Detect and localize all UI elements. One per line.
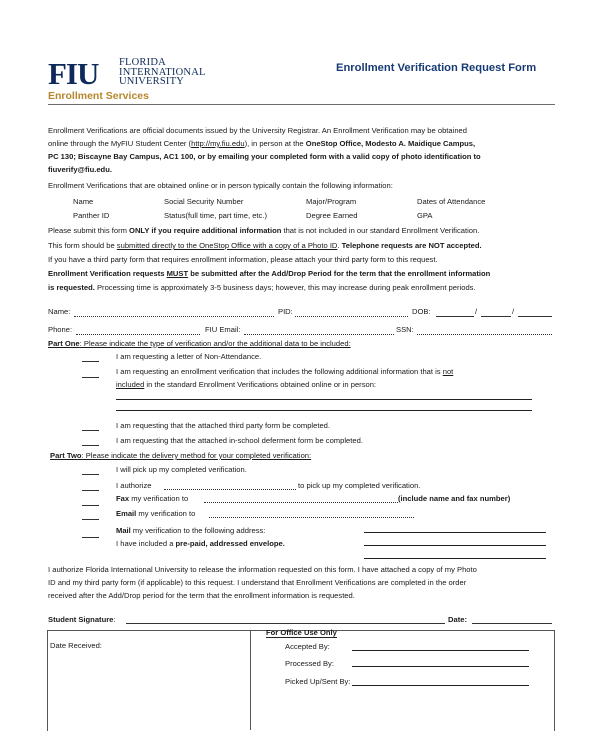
accepted-by-field[interactable] (352, 650, 529, 651)
name-label: Name: (48, 307, 71, 316)
form-title: Enrollment Verification Request Form (336, 62, 537, 74)
option-authorize: I authorize (116, 481, 152, 490)
info-item: Degree Earned (306, 211, 358, 220)
ssn-label: SSN: (396, 325, 414, 334)
note-emphasis: Enrollment Verification requests (48, 269, 167, 278)
option-emphasis: pre-paid, addressed envelope. (175, 539, 285, 548)
note-emphasis: Telephone requests are NOT accepted. (341, 241, 482, 250)
option-emphasis: included (116, 380, 145, 389)
option-text: I have included a (116, 539, 176, 548)
note-submit-directly (48, 241, 482, 250)
deferment-checkbox[interactable] (82, 445, 99, 446)
verify-email[interactable]: fiuverify@fiu.edu. (48, 165, 112, 174)
option-emphasis: Mail (116, 526, 131, 535)
picked-up-sent-by-label: Picked Up/Sent By: (285, 677, 351, 686)
mail-address-line-1[interactable] (364, 532, 546, 533)
office-heading-underline (266, 637, 337, 638)
info-item: GPA (417, 211, 433, 220)
part-one-instruction: : Please indicate the type of verification and/or the additional data to be included: (79, 339, 351, 348)
authorization-line-2: ID and my third party form (if applicable) to this request. I understand that Enrollment Verifications are completed in the order (48, 578, 467, 587)
note-processing (48, 283, 476, 292)
office-use-heading: For Office Use Only (266, 628, 337, 637)
note-text: that is not included in our standard Enrollment Verification. (281, 226, 480, 235)
note-emphasis: be submitted after the Add/Drop Period for the term that the enrollment information (188, 269, 491, 278)
info-item: Status(full time, part time, etc.) (164, 211, 267, 220)
note-text: . (337, 241, 342, 250)
part-one-title: Part One (48, 339, 80, 348)
pid-label: PID: (278, 307, 293, 316)
fiu-email-label: FIU Email: (205, 325, 241, 334)
pickup-checkbox[interactable] (82, 474, 99, 475)
dob-day-field[interactable] (481, 316, 511, 317)
header-divider (48, 104, 555, 105)
signature-label (48, 615, 116, 624)
option-fax (116, 494, 188, 503)
fax-field[interactable] (204, 502, 398, 503)
info-item: Name (73, 197, 94, 206)
intro-text: ), in person at the (244, 139, 306, 148)
pid-field[interactable] (295, 316, 408, 317)
part-two-instruction: : Please indicate the delivery method for your completed verification: (81, 451, 312, 460)
myfiu-link[interactable]: http://my.fiu.edu (191, 139, 245, 148)
university-name-line: INTERNATIONAL (119, 66, 206, 78)
note-add-drop (48, 269, 490, 278)
fax-note: (include name and fax number) (398, 494, 511, 503)
office-use-divider (250, 630, 251, 730)
third-party-checkbox[interactable] (82, 430, 99, 431)
mail-checkbox[interactable] (82, 537, 99, 538)
part-two-title: Part Two (50, 451, 82, 460)
processed-by-field[interactable] (352, 666, 529, 667)
mail-address-line-3[interactable] (364, 558, 546, 559)
note-text: Please submit this form (48, 226, 130, 235)
info-item: Major/Program (306, 197, 357, 206)
university-name-line: FLORIDA (119, 57, 166, 68)
option-text: my verification to (136, 509, 196, 518)
phone-field[interactable] (76, 334, 200, 335)
signature-label-text: Student Signature (48, 615, 114, 624)
phone-label: Phone: (48, 325, 73, 334)
mail-address-line-2[interactable] (364, 545, 546, 546)
info-item: Dates of Attendance (417, 197, 486, 206)
info-item: Social Security Number (164, 197, 244, 206)
option-email (116, 509, 195, 518)
note-submit-only (48, 226, 479, 235)
signature-colon: : (113, 615, 116, 624)
note-emphasis: is requested. (48, 283, 95, 292)
logo-text: FIU (48, 56, 99, 91)
processed-by-label: Processed By: (285, 659, 334, 668)
university-name-line: UNIVERSITY (119, 76, 184, 87)
accepted-by-label: Accepted By: (285, 642, 330, 651)
dob-separator: / (475, 307, 478, 316)
additional-info-checkbox[interactable] (82, 377, 99, 378)
option-non-attendance: I am requesting a letter of Non-Attendance. (116, 352, 262, 361)
authorization-line-1: I authorize Florida International University to release the information requested on this form. I have attached a copy of my Photo (48, 565, 477, 574)
fiu-logo (48, 56, 99, 91)
ssn-field[interactable] (417, 334, 552, 335)
note-underline: submitted directly to the OneStop Office with a copy of a Photo ID (116, 241, 338, 250)
option-text: I am requesting an enrollment verification that includes the following additional information that is (116, 367, 443, 376)
date-label: Date: (448, 615, 467, 624)
option-additional-info (116, 367, 453, 376)
option-pickup: I will pick up my completed verification. (116, 465, 247, 474)
option-emphasis: Email (116, 509, 137, 518)
option-envelope (116, 539, 285, 548)
bbc-location: PC 130; Biscayne Bay Campus, AC1 100 (48, 152, 194, 161)
university-name (119, 58, 206, 87)
intro-email-instruction: , or by emailing your completed form with a valid copy of photo identification to (193, 152, 481, 161)
fax-checkbox[interactable] (82, 505, 99, 506)
note-third-party: If you have a third party form that requires enrollment information, please attach your third party form to this request. (48, 255, 438, 264)
dob-month-field[interactable] (436, 316, 474, 317)
date-field[interactable] (472, 623, 552, 624)
fiu-email-field[interactable] (244, 334, 394, 335)
note-emphasis: ONLY if you require additional information (129, 226, 282, 235)
email-checkbox[interactable] (82, 519, 99, 520)
part-two-heading (50, 451, 311, 460)
authorized-person-field[interactable] (164, 489, 296, 490)
option-third-party: I am requesting that the attached third party form be completed. (116, 421, 331, 430)
dob-label: DOB: (412, 307, 431, 316)
option-authorize-cont: to pick up my completed verification. (298, 481, 421, 490)
intro-line-3 (48, 152, 481, 161)
info-item: Panther ID (73, 211, 110, 220)
authorize-checkbox[interactable] (82, 490, 99, 491)
onestop-location: OneStop Office, Modesto A. Maidique Campus, (305, 139, 476, 148)
info-intro: Enrollment Verifications that are obtained online or in person typically contain the following information: (48, 181, 393, 190)
option-emphasis: not (442, 367, 454, 376)
name-field[interactable] (74, 316, 274, 317)
option-emphasis: Fax (116, 494, 130, 503)
authorization-line-3: received after the Add/Drop period for the term that the enrollment information is requested. (48, 591, 355, 600)
intro-line-1: Enrollment Verifications are official documents issued by the University Registrar. An Enrollment Verification may be obtained (48, 126, 467, 135)
option-text: my verification to the following address: (130, 526, 266, 535)
option-additional-info-cont (116, 380, 376, 389)
signature-field[interactable] (126, 623, 445, 624)
option-text: in the standard Enrollment Verifications obtained online or in person: (144, 380, 377, 389)
intro-line-2 (48, 139, 475, 148)
note-text: Processing time is approximately 3-5 business days; however, this may increase during peak enrollment periods. (94, 283, 476, 292)
additional-info-line-2[interactable] (116, 410, 532, 411)
intro-text: online through the MyFIU Student Center ( (48, 139, 192, 148)
note-text: This form should be (48, 241, 117, 250)
department-name: Enrollment Services (48, 90, 149, 102)
option-text: my verification to (129, 494, 189, 503)
additional-info-line-1[interactable] (116, 399, 532, 400)
part-one-heading (48, 339, 351, 348)
email-field[interactable] (209, 517, 414, 518)
date-received-label: Date Received: (50, 641, 102, 650)
dob-separator: / (512, 307, 515, 316)
dob-year-field[interactable] (518, 316, 552, 317)
non-attendance-checkbox[interactable] (82, 361, 99, 362)
note-emphasis: MUST (166, 269, 189, 278)
option-mail (116, 526, 265, 535)
option-deferment: I am requesting that the attached in-school deferment form be completed. (116, 436, 363, 445)
picked-up-sent-by-field[interactable] (352, 685, 529, 686)
